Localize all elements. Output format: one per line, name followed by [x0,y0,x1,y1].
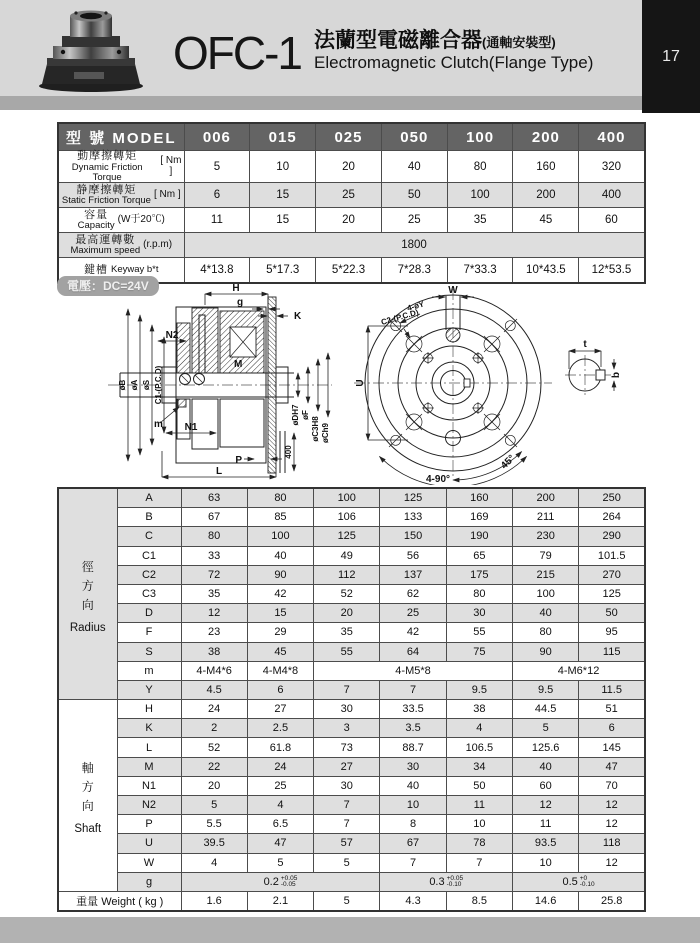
dim-value-cell: 4 [247,796,313,815]
dim-value-cell: 33 [181,546,247,565]
param-cell: D [117,604,181,623]
dim-value-cell: 4-M6*12 [512,661,645,680]
dimension-row [58,642,645,661]
dim-value-cell: 73 [314,738,380,757]
spec-value-cell: 5*17.3 [250,258,316,284]
dim-value-cell: 125 [314,527,380,546]
dim-value-cell: 30 [380,757,446,776]
dim-value-cell: 4-M4*8 [247,661,313,680]
dim-value-cell: 2.5 [247,719,313,738]
dim-value-cell: 55 [446,623,512,642]
dimension-row [58,719,645,738]
param-cell: U [117,834,181,853]
title-chinese-main: 法蘭型電磁離合器 [314,29,482,52]
title-chinese [314,24,556,54]
dim-value-cell: 12 [181,604,247,623]
param-cell: C1 [117,546,181,565]
dimension-table [57,487,646,912]
dim-label-dC3: øC3H8 [311,416,320,442]
spec-table [57,122,646,284]
dimension-row [58,796,645,815]
dim-value-cell: 72 [181,565,247,584]
dim-value-cell: 42 [380,623,446,642]
dim-value-cell: 7 [314,796,380,815]
dim-value-cell: 93.5 [512,834,578,853]
dim-value-cell: 29 [247,623,313,642]
dim-value-cell: 61.8 [247,738,313,757]
dim-value-cell: 64 [380,642,446,661]
param-cell: K [117,719,181,738]
dimension-row [58,604,645,623]
dimension-row [58,661,645,680]
weight-row [58,891,645,911]
dim-value-cell: 80 [512,623,578,642]
spec-row-label: 容量 Capacity (W于20℃) [58,208,184,233]
dim-value-cell: 6 [247,680,313,699]
dim-value-cell: 4.5 [181,680,247,699]
spec-value-cell: 5 [184,151,250,183]
dim-label-wire-length: 400 [284,445,293,459]
title-chinese-paren: (通軸安裝型) [482,35,556,50]
dim-value-cell: 30 [314,776,380,795]
dimension-row [58,776,645,795]
dim-value-cell: 125 [380,488,446,508]
dim-value-cell: 50 [446,776,512,795]
dim-value-cell: 5 [247,853,313,872]
spec-model-cell: 025 [316,123,382,151]
dim-label-H: H [232,283,240,294]
dim-value-cell: 38 [446,700,512,719]
group-label-radius: 徑 方 向 Radius [58,488,117,700]
dimension-row [58,508,645,527]
dim-value-cell: 60 [512,776,578,795]
dimension-row [58,738,645,757]
dim-value-cell: 40 [247,546,313,565]
dim-value-cell: 145 [579,738,645,757]
dim-value-cell: 39.5 [181,834,247,853]
spec-value-cell: 10*43.5 [513,258,579,284]
dim-label-g: g [236,297,244,308]
spec-row-label: 最高運轉數 Maximum speed (r.p.m) [58,233,184,258]
spec-value-cell: 20 [316,151,382,183]
voltage-badge: 電壓：DC=24V [57,276,159,296]
weight-value-cell: 1.6 [181,891,247,911]
dim-value-cell: 100 [247,527,313,546]
dimension-row [58,488,645,508]
dim-value-cell: 2 [181,719,247,738]
dim-value-cell: 51 [579,700,645,719]
dim-value-cell: 230 [512,527,578,546]
dim-value-cell: 137 [380,565,446,584]
dim-value-cell: 80 [247,488,313,508]
dim-value-cell: 42 [247,584,313,603]
param-cell: m [117,661,181,680]
dimension-row [58,527,645,546]
spec-value-cell: 80 [447,151,513,183]
spec-table-body [58,123,645,283]
dim-label-4Y: 4-øY [406,299,426,313]
dim-value-cell: 35 [314,623,380,642]
dim-value-cell: 20 [181,776,247,795]
dim-value-cell: 112 [314,565,380,584]
dim-value-cell: 80 [446,584,512,603]
dim-label-N2: N2 [165,330,179,341]
dim-value-cell: 15 [247,604,313,623]
dim-value-cell: 200 [512,488,578,508]
spec-value-cell: 10 [250,151,316,183]
spec-value-cell: 35 [447,208,513,233]
spec-value-cell: 200 [513,183,579,208]
dim-value-cell: 250 [579,488,645,508]
dim-value-cell: 5 [512,719,578,738]
dim-value-cell: 40 [512,604,578,623]
dim-value-cell: 33.5 [380,700,446,719]
dim-value-cell: 3 [314,719,380,738]
front-view-drawing [338,283,644,485]
weight-value-cell: 4.3 [380,891,446,911]
dim-value-cell: 34 [446,757,512,776]
spec-model-cell: 006 [184,123,250,151]
dim-value-cell: 175 [446,565,512,584]
dim-label-L: L [215,466,223,477]
dim-value-cell: 125.6 [512,738,578,757]
dim-value-cell: 0.2 +0.05 -0.05 [181,872,380,891]
spec-value-cell: 40 [381,151,447,183]
dim-value-cell: 6.5 [247,815,313,834]
dim-label-m: m [154,419,163,430]
param-cell: N2 [117,796,181,815]
dim-value-cell: 11 [446,796,512,815]
dim-value-cell: 10 [446,815,512,834]
weight-value-cell: 25.8 [579,891,645,911]
dim-value-cell: 150 [380,527,446,546]
weight-value-cell: 2.1 [247,891,313,911]
param-cell: N1 [117,776,181,795]
dim-value-cell: 0.5 +0 -0.10 [512,872,645,891]
dim-value-cell: 63 [181,488,247,508]
dimension-table-body [58,488,645,911]
param-cell: P [117,815,181,834]
group-label-shaft: 軸 方 向 Shaft [58,700,117,892]
dimension-row [58,623,645,642]
dim-value-cell: 169 [446,508,512,527]
dimension-row [58,565,645,584]
dim-value-cell: 5 [181,796,247,815]
dim-value-cell: 211 [512,508,578,527]
spec-row-label: 静摩擦轉矩 Static Friction Torque [ Nm ] [58,183,184,208]
spec-value-cell: 4*13.8 [184,258,250,284]
product-model-title: OFC-1 [173,27,301,79]
param-cell: L [117,738,181,757]
dim-value-cell: 10 [380,796,446,815]
dimension-row [58,757,645,776]
dim-value-cell: 12 [579,796,645,815]
dim-value-cell: 80 [181,527,247,546]
dim-value-cell: 49 [314,546,380,565]
spec-row [58,183,645,208]
dim-value-cell: 44.5 [512,700,578,719]
spec-model-cell: 015 [250,123,316,151]
dim-value-cell: 9.5 [446,680,512,699]
spec-value-cell: 25 [316,183,382,208]
dim-value-cell: 4-M5*8 [314,661,513,680]
dim-label-dF: øF [301,410,310,420]
dimension-row [58,680,645,699]
dim-value-cell: 47 [579,757,645,776]
dim-label-dB: øB [118,379,127,391]
spec-row-label: 動摩擦轉矩 Dynamic Friction Torque [ Nm ] [58,151,184,183]
dim-value-cell: 12 [512,796,578,815]
spec-row-label: 鍵槽 Keyway b*t [58,258,184,284]
spec-value-cell: 7*28.3 [381,258,447,284]
dim-value-cell: 118 [579,834,645,853]
dim-value-cell: 88.7 [380,738,446,757]
dim-value-cell: 75 [446,642,512,661]
dim-value-cell: 106 [314,508,380,527]
dim-value-cell: 24 [247,757,313,776]
spec-value-cell: 60 [579,208,645,233]
dimension-row [58,546,645,565]
spec-header-label: 型 號 MODEL [58,123,184,151]
spec-value-cell: 5*22.3 [316,258,382,284]
spec-value-cell: 12*53.5 [579,258,645,284]
spec-value-cell: 15 [250,208,316,233]
param-cell: C2 [117,565,181,584]
dim-value-cell: 101.5 [579,546,645,565]
weight-value-cell: 14.6 [512,891,578,911]
dim-value-cell: 65 [446,546,512,565]
dim-value-cell: 7 [314,680,380,699]
param-cell: C [117,527,181,546]
dim-value-cell: 8 [380,815,446,834]
dim-value-cell: 20 [314,604,380,623]
dim-value-cell: 25 [380,604,446,623]
dim-value-cell: 115 [579,642,645,661]
dim-value-cell: 215 [512,565,578,584]
spec-row [58,208,645,233]
page-number: 17 [662,47,680,65]
dim-value-cell: 79 [512,546,578,565]
dimension-row [58,872,645,891]
param-cell: A [117,488,181,508]
dim-value-cell: 22 [181,757,247,776]
dim-value-cell: 27 [247,700,313,719]
spec-value-cell: 6 [184,183,250,208]
dim-label-b: b [611,371,622,379]
dim-value-cell: 47 [247,834,313,853]
dim-value-cell: 100 [314,488,380,508]
dim-value-cell: 7 [446,853,512,872]
dim-value-cell: 7 [380,853,446,872]
spec-header-row [58,123,645,151]
spec-value-cell: 11 [184,208,250,233]
dim-value-cell: 290 [579,527,645,546]
dim-value-cell: 9.5 [512,680,578,699]
dim-label-dA: øA [130,379,139,391]
dim-value-cell: 95 [579,623,645,642]
dim-value-cell: 57 [314,834,380,853]
param-cell: Y [117,680,181,699]
weight-value-cell: 5 [314,891,380,911]
title-english: Electromagnetic Clutch(Flange Type) [314,53,594,72]
dim-value-cell: 10 [512,853,578,872]
dim-value-cell: 100 [512,584,578,603]
dim-label-dCh: øCh9 [321,423,330,443]
header-band [0,0,700,96]
dim-value-cell: 70 [579,776,645,795]
dim-value-cell: 62 [380,584,446,603]
dim-value-cell: 7 [380,680,446,699]
dim-value-cell: 52 [314,584,380,603]
dim-label-W: W [448,285,458,296]
dim-value-cell: 56 [380,546,446,565]
dim-value-cell: 125 [579,584,645,603]
dim-value-cell: 11.5 [579,680,645,699]
dim-value-cell: 25 [247,776,313,795]
dim-value-cell: 38 [181,642,247,661]
spec-value-cell: 20 [316,208,382,233]
dim-value-cell: 90 [512,642,578,661]
dim-value-cell: 12 [579,815,645,834]
spec-value-cell: 160 [513,151,579,183]
dimension-row [58,815,645,834]
dim-value-cell: 40 [512,757,578,776]
dim-label-N1: N1 [184,422,198,433]
dim-label-P: P [235,455,242,466]
dim-value-cell: 190 [446,527,512,546]
dimension-row [58,834,645,853]
dim-value-cell: 52 [181,738,247,757]
dim-value-cell: 30 [314,700,380,719]
page-number-box [642,0,700,113]
dim-label-C1: C1-(P.C.D) [154,365,163,405]
dim-value-cell: 50 [579,604,645,623]
dim-label-C2-PCD: C2-(P.C.D) [380,307,420,327]
spec-model-cell: 050 [381,123,447,151]
dim-value-cell: 35 [181,584,247,603]
dim-value-cell: 23 [181,623,247,642]
spec-row [58,151,645,183]
dim-value-cell: 67 [181,508,247,527]
dim-label-K: K [294,311,302,322]
dim-label-4-90deg: 4-90° [425,474,451,485]
dim-value-cell: 4 [446,719,512,738]
dim-label-M: M [234,359,243,370]
dim-value-cell: 30 [446,604,512,623]
spec-value-cell: 45 [513,208,579,233]
dim-value-cell: 12 [579,853,645,872]
spec-model-cell: 400 [579,123,645,151]
dim-value-cell: 55 [314,642,380,661]
dimension-row [58,584,645,603]
param-cell: F [117,623,181,642]
dim-value-cell: 6 [579,719,645,738]
spec-model-cell: 100 [447,123,513,151]
dim-value-cell: 3.5 [380,719,446,738]
dim-value-cell: 67 [380,834,446,853]
dim-value-cell: 5 [314,853,380,872]
dim-value-cell: 0.3 +0.05 -0.10 [380,872,513,891]
dim-value-cell: 40 [380,776,446,795]
spec-value-cell: 1800 [184,233,645,258]
dim-value-cell: 264 [579,508,645,527]
dim-value-cell: 106.5 [446,738,512,757]
param-cell: H [117,700,181,719]
dim-value-cell: 4-M4*6 [181,661,247,680]
dim-value-cell: 24 [181,700,247,719]
dim-value-cell: 7 [314,815,380,834]
dim-value-cell: 5.5 [181,815,247,834]
dim-value-cell: 85 [247,508,313,527]
spec-value-cell: 50 [381,183,447,208]
dimension-row [58,853,645,872]
dim-value-cell: 4 [181,853,247,872]
dim-label-dD: øDH7 [291,404,300,426]
dim-value-cell: 45 [247,642,313,661]
spec-value-cell: 320 [579,151,645,183]
param-cell: M [117,757,181,776]
spec-value-cell: 7*33.3 [447,258,513,284]
dim-value-cell: 11 [512,815,578,834]
dim-value-cell: 270 [579,565,645,584]
weight-value-cell: 8.5 [446,891,512,911]
spec-model-cell: 200 [513,123,579,151]
spec-value-cell: 15 [250,183,316,208]
dim-value-cell: 27 [314,757,380,776]
dimension-row [58,700,645,719]
param-cell: g [117,872,181,891]
spec-value-cell: 400 [579,183,645,208]
dim-value-cell: 90 [247,565,313,584]
spec-row [58,233,645,258]
dim-label-U: U [355,379,366,387]
weight-label: 重量 Weight ( kg ) [58,891,181,911]
footer-bar [0,917,700,943]
param-cell: C3 [117,584,181,603]
param-cell: W [117,853,181,872]
spec-value-cell: 100 [447,183,513,208]
dim-label-t: t [583,339,587,350]
dim-label-dS: øS [142,379,151,391]
dim-value-cell: 78 [446,834,512,853]
dim-value-cell: 160 [446,488,512,508]
dim-value-cell: 133 [380,508,446,527]
cross-section-drawing [58,283,338,485]
param-cell: S [117,642,181,661]
spec-value-cell: 25 [381,208,447,233]
dim-label-45deg: 45° [498,452,518,472]
product-photo [30,6,152,94]
param-cell: B [117,508,181,527]
header-divider [0,96,700,110]
